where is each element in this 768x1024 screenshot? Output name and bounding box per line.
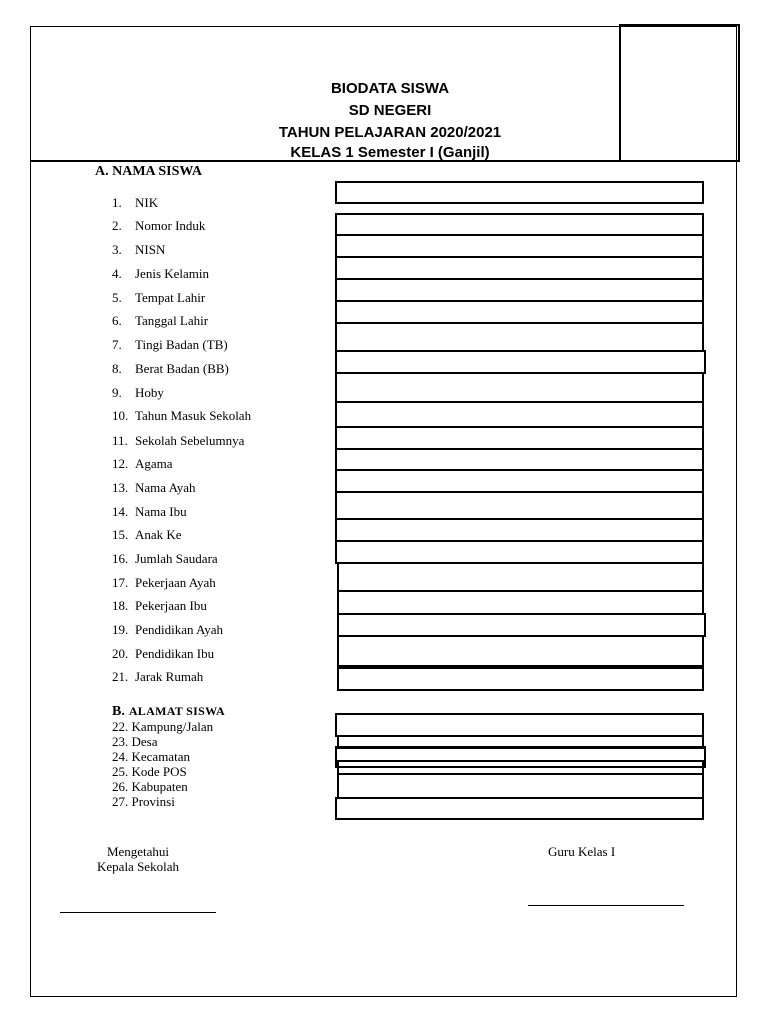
input-nama-ayah[interactable] <box>335 469 704 493</box>
field-label: 11. Sekolah Sebelumnya <box>112 433 245 448</box>
signature-left <box>86 844 190 874</box>
input-berat-badan[interactable] <box>335 350 706 374</box>
input-provinsi[interactable] <box>335 797 704 820</box>
field-label: 20. Pendidikan Ibu <box>112 646 215 661</box>
input-sekolah-sebelumnya[interactable] <box>335 426 704 450</box>
input-pendidikan-ibu[interactable] <box>337 635 704 667</box>
field-label: 2. Nomor Induk <box>112 218 206 233</box>
field-label: 7. Tingi Badan (TB) <box>112 337 228 352</box>
input-pekerjaan-ayah[interactable] <box>337 562 704 592</box>
header-class: KELAS 1 Semester I (Ganjil) <box>290 144 490 161</box>
signature-left-line2: Kepala Sekolah <box>97 859 179 874</box>
field-label: 27. Provinsi <box>112 794 175 809</box>
field-label: 26. Kabupaten <box>112 779 188 794</box>
field-label: 9. Hoby <box>112 385 164 400</box>
photo-box <box>619 24 740 162</box>
field-label: 12. Agama <box>112 456 173 471</box>
header-school: SD NEGERI <box>348 102 432 119</box>
input-tinggi-badan[interactable] <box>335 322 704 352</box>
field-label: 23. Desa <box>112 734 158 749</box>
input-agama[interactable] <box>335 448 704 471</box>
signature-line-teacher <box>528 905 684 906</box>
field-label: 14. Nama Ibu <box>112 504 187 519</box>
section-a-title: A. NAMA SISWA <box>95 164 202 179</box>
field-label: 17. Pekerjaan Ayah <box>112 575 216 590</box>
field-label: 3. NISN <box>112 242 166 257</box>
field-label: 16. Jumlah Saudara <box>112 551 218 566</box>
field-label: 8. Berat Badan (BB) <box>112 361 229 376</box>
input-nik[interactable] <box>335 181 704 204</box>
field-label: 19. Pendidikan Ayah <box>112 622 223 637</box>
input-hoby[interactable] <box>335 372 704 403</box>
field-label: 1. NIK <box>112 195 159 210</box>
field-label: 6. Tanggal Lahir <box>112 313 209 328</box>
input-kabupaten[interactable] <box>337 773 704 799</box>
field-label: 18. Pekerjaan Ibu <box>112 598 207 613</box>
field-label: 22. Kampung/Jalan <box>112 719 214 734</box>
field-label: 5. Tempat Lahir <box>112 290 206 305</box>
input-pekerjaan-ibu[interactable] <box>337 590 704 615</box>
signature-left-line1: Mengetahui <box>106 844 170 859</box>
input-tanggal-lahir[interactable] <box>335 300 704 324</box>
input-nisn[interactable] <box>335 234 704 258</box>
field-label: 13. Nama Ayah <box>112 480 196 495</box>
field-label: 21. Jarak Rumah <box>112 669 204 684</box>
signature-line-principal <box>60 912 216 913</box>
input-nomor-induk[interactable] <box>335 213 704 236</box>
input-pendidikan-ayah[interactable] <box>337 613 706 637</box>
input-nama-ibu[interactable] <box>335 491 704 520</box>
input-kampung-jalan[interactable] <box>335 713 704 737</box>
input-jumlah-saudara[interactable] <box>335 540 704 564</box>
field-label: 24. Kecamatan <box>112 749 190 764</box>
field-label: 15. Anak Ke <box>112 527 182 542</box>
field-label: 25. Kode POS <box>112 764 187 779</box>
field-label: 4. Jenis Kelamin <box>112 266 210 281</box>
input-anak-ke[interactable] <box>335 518 704 542</box>
input-jenis-kelamin[interactable] <box>335 256 704 280</box>
field-label: 10. Tahun Masuk Sekolah <box>112 408 252 423</box>
header-year: TAHUN PELAJARAN 2020/2021 <box>278 124 502 141</box>
signature-right: Guru Kelas I <box>548 844 616 859</box>
input-jarak-rumah[interactable] <box>337 667 704 691</box>
section-b-title: B. ALAMAT SISWA <box>112 704 226 719</box>
header-title: BIODATA SISWA <box>330 80 450 97</box>
input-tahun-masuk[interactable] <box>335 401 704 428</box>
input-tempat-lahir[interactable] <box>335 278 704 302</box>
